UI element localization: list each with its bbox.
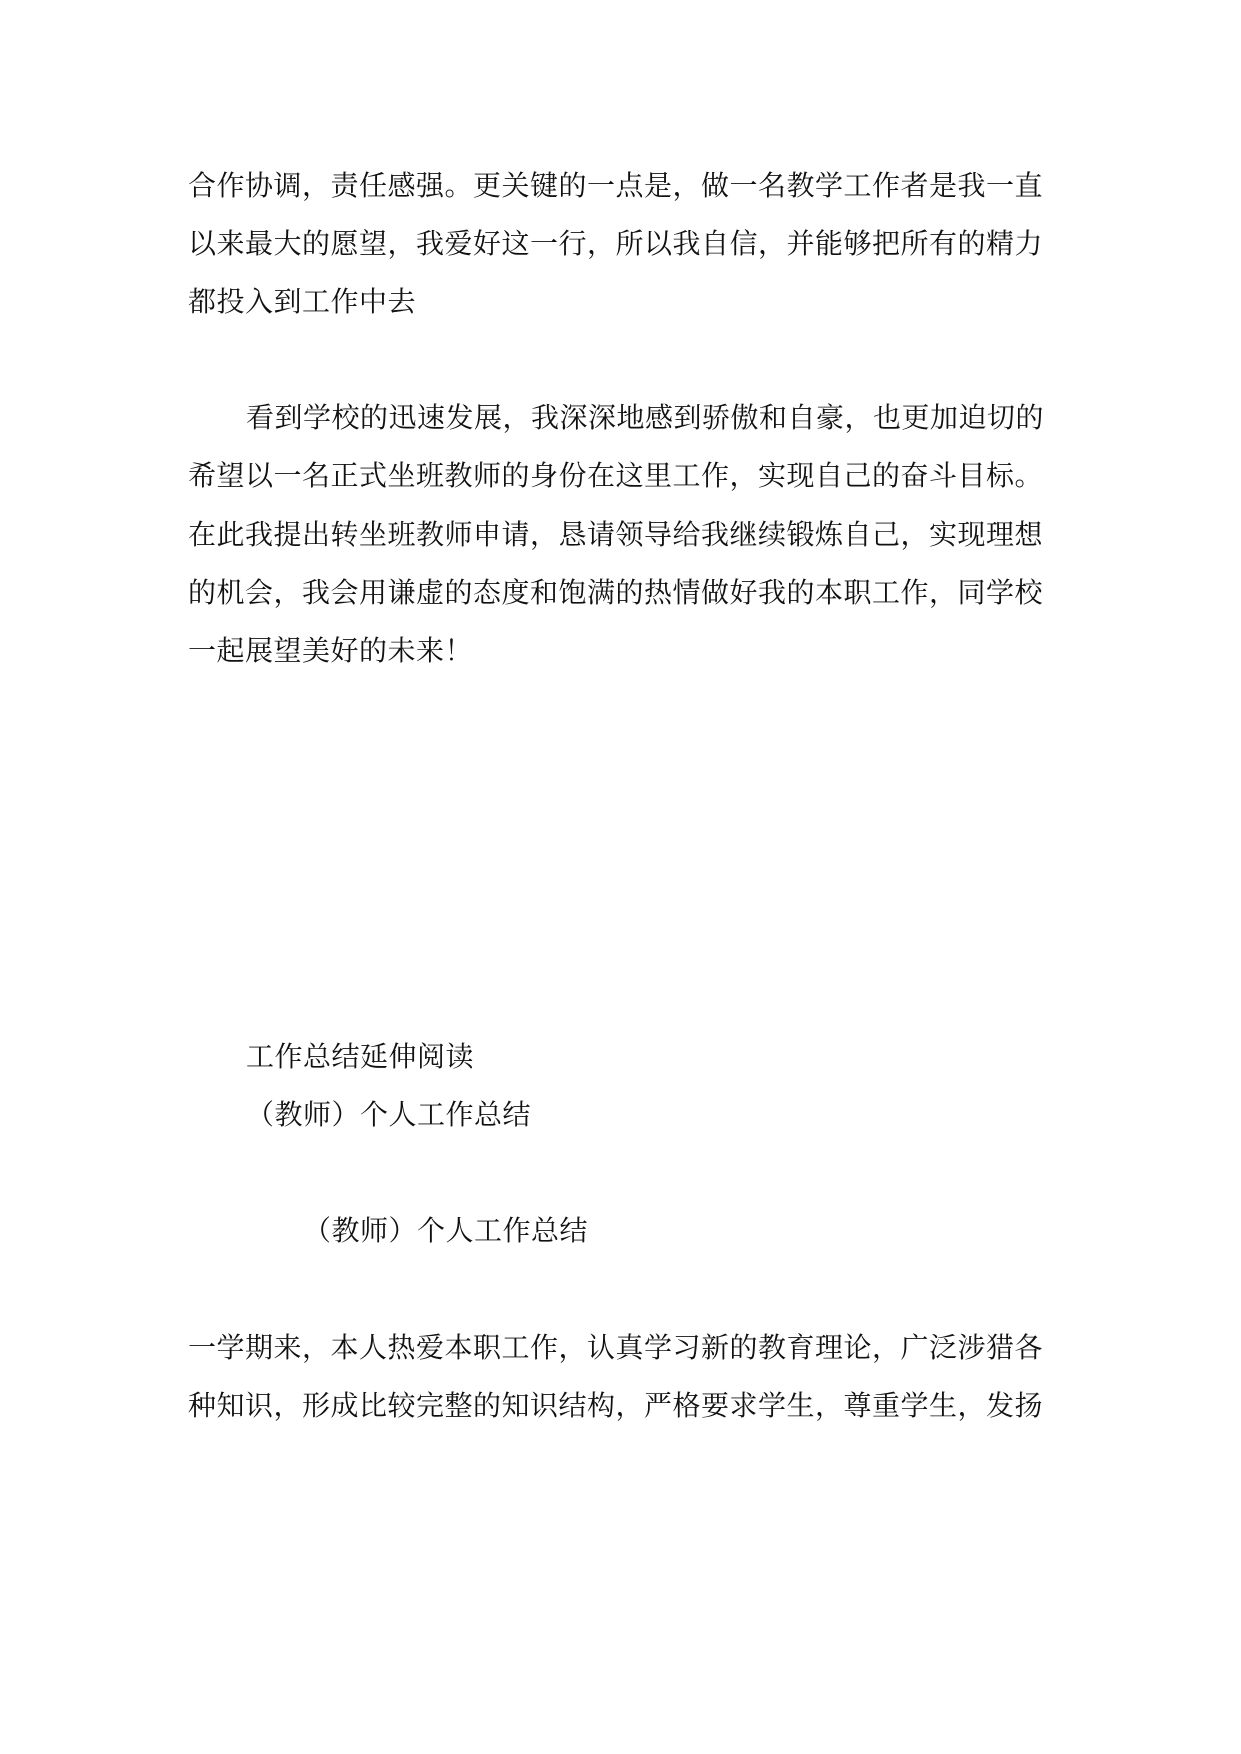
text-line: 看到学校的迅速发展，我深深地感到骄傲和自豪，也更加迫切的 — [246, 401, 1045, 434]
text-line: 在此我提出转坐班教师申请，恳请领导给我继续锻炼自己，实现理想 — [188, 518, 1044, 551]
extension-heading: 工作总结延伸阅读 — [246, 1040, 475, 1073]
text-line: 一起展望美好的未来！ — [188, 634, 474, 667]
text-line: 一学期来，本人热爱本职工作，认真学习新的教育理论，广泛涉猎各 — [188, 1331, 1044, 1364]
text-line: 希望以一名正式坐班教师的身份在这里工作，实现自己的奋斗目标。 — [188, 459, 1044, 492]
text-line: 的机会，我会用谦虚的态度和饱满的热情做好我的本职工作，同学校 — [188, 576, 1044, 609]
text-line: 都投入到工作中去 — [188, 285, 417, 318]
text-line: 种知识，形成比较完整的知识结构，严格要求学生，尊重学生，发扬 — [188, 1389, 1044, 1422]
text-line: 以来最大的愿望，我爱好这一行，所以我自信，并能够把所有的精力 — [188, 227, 1044, 260]
extension-subheading: （教师）个人工作总结 — [246, 1098, 532, 1131]
document-title: （教师）个人工作总结 — [303, 1214, 589, 1247]
text-line: 合作协调，责任感强。更关键的一点是，做一名教学工作者是我一直 — [188, 169, 1044, 202]
